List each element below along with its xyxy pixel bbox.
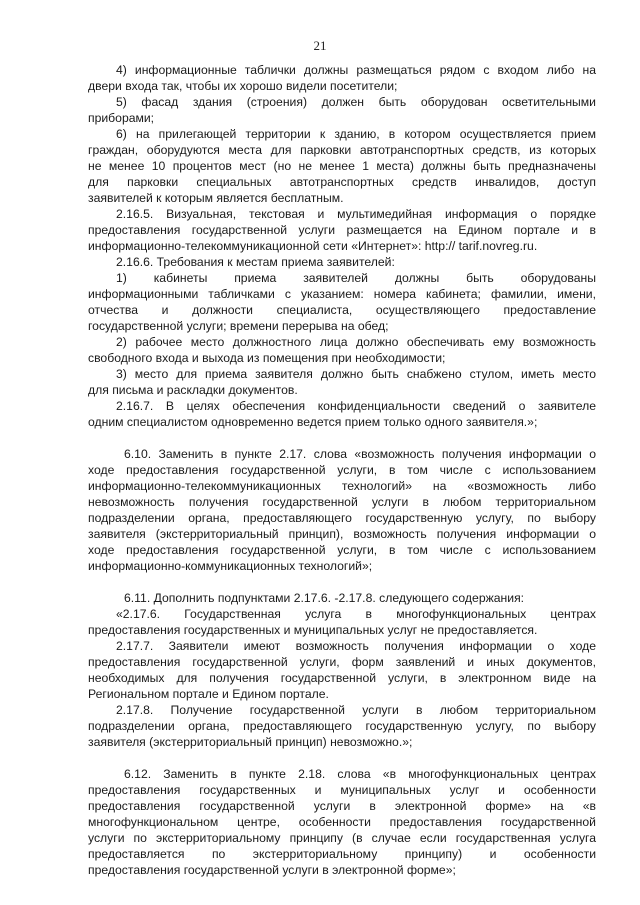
page-number: 21 [313, 38, 327, 53]
text-line: необходимых для получения государственной услуги, в электронном виде на [88, 671, 596, 685]
text-line: информационно-коммуникационных технологий»; [88, 559, 373, 573]
text-line: граждан, оборудуются места для парковки автотранспортных средств, из которых [88, 143, 596, 157]
text-line: предоставления государственной услуги в электронной форме» на «в [88, 799, 596, 813]
text-line: двери входа так, чтобы их хорошо видели посетители; [88, 79, 398, 93]
text-line: подразделении органа, предоставляющего государственную услугу, по выбору [88, 511, 596, 525]
text-line: 6.10. Заменить в пункте 2.17. слова «возможность получения информации о [124, 447, 596, 461]
text-line: 6) на прилегающей территории к зданию, в котором осуществляется прием [116, 127, 596, 141]
text-line: 3) место для приема заявителя должно быть снабжено стулом, иметь место [116, 367, 596, 381]
text-line: для парковки специальных автотранспортных средств инвалидов, доступ [88, 175, 596, 189]
text-line: государственной услуги; времени перерыва на обед; [88, 319, 389, 333]
text-line: заявителя (экстерриториальный принцип) невозможно.»; [88, 735, 413, 749]
text-line: отчества и должности специалиста, осуществляющего предоставление [88, 303, 596, 317]
text-line: 2.16.5. Визуальная, текстовая и мультимедийная информация о порядке [116, 207, 596, 221]
text-line: информационно-телекоммуникационной сети «Интернет»: http:// tarif.novreg.ru. [88, 239, 538, 253]
text-line: для письма и раскладки документов. [88, 383, 298, 397]
text-line: 5) фасад здания (строения) должен быть оборудован осветительными [116, 95, 596, 109]
text-line: информационно-телекоммуникационных технологий» на «возможность либо [88, 479, 596, 493]
text-line: Региональном портале и Едином портале. [88, 687, 329, 701]
text-line: многофункциональном центре, особенности предоставления государственной [88, 815, 596, 829]
text-line: 2.17.7. Заявители имеют возможность получения информации о ходе [116, 639, 596, 653]
text-line: ходе предоставления государственной услуги, в том числе с использованием [88, 463, 596, 477]
text-line: приборами; [88, 111, 155, 125]
text-line: 6.11. Дополнить подпунктами 2.17.6. -2.17.8. следующего содержания: [124, 591, 525, 605]
text-line: одним специалистом одновременно ведется прием только одного заявителя.»; [88, 415, 538, 429]
text-line: 2.16.7. В целях обеспечения конфиденциальности сведений о заявителе [116, 399, 596, 413]
text-line: заявителя (экстерриториальный принцип), возможность получения информации о [88, 527, 596, 541]
text-line: предоставления государственной услуги, форм заявлений и иных документов, [88, 655, 596, 669]
text-line: 2.16.6. Требования к местам приема заявителей: [116, 255, 395, 269]
text-line: 2.17.8. Получение государственной услуги в любом территориальном [116, 703, 596, 717]
text-line: 6.12. Заменить в пункте 2.18. слова «в многофункциональных центрах [124, 767, 596, 781]
text-line: предоставляется по экстерриториальному принципу) и особенности [88, 847, 596, 861]
text-line: 4) информационные таблички должны размещаться рядом с входом либо на [116, 63, 596, 77]
text-line: ходе предоставления государственной услуги, в том числе с использованием [88, 543, 596, 557]
text-line: свободного входа и выхода из помещения при необходимости; [88, 351, 446, 365]
text-line: подразделении органа, предоставляющего государственную услугу, по выбору [88, 719, 596, 733]
text-line: не менее 10 процентов мест (но не менее 1 места) должны быть предназначены [88, 159, 596, 173]
text-line: 2) рабочее место должностного лица должно обеспечивать ему возможность [116, 335, 596, 349]
text-line: невозможность получения государственной услуги в любом территориальном [88, 495, 596, 509]
text-line: заявителей к которым является бесплатным. [88, 191, 344, 205]
text-line: 1) кабинеты приема заявителей должны быть оборудованы [116, 271, 596, 285]
text-line: «2.17.6. Государственная услуга в многофункциональных центрах [116, 607, 596, 621]
text-line: услуги по экстерриториальному принципу (в случае если государственная услуга [88, 831, 596, 845]
text-line: предоставления государственных и муниципальных услуг и особенности [88, 783, 596, 797]
text-line: информационными табличками с указанием: номера кабинета; фамилии, имени, [88, 287, 596, 301]
text-line: предоставления государственной услуги в электронной форме»; [88, 863, 456, 877]
text-line: предоставления государственных и муниципальных услуг не предоставляется. [88, 623, 538, 637]
text-line: предоставления государственной услуги размещается на Едином портале и в [88, 223, 596, 237]
